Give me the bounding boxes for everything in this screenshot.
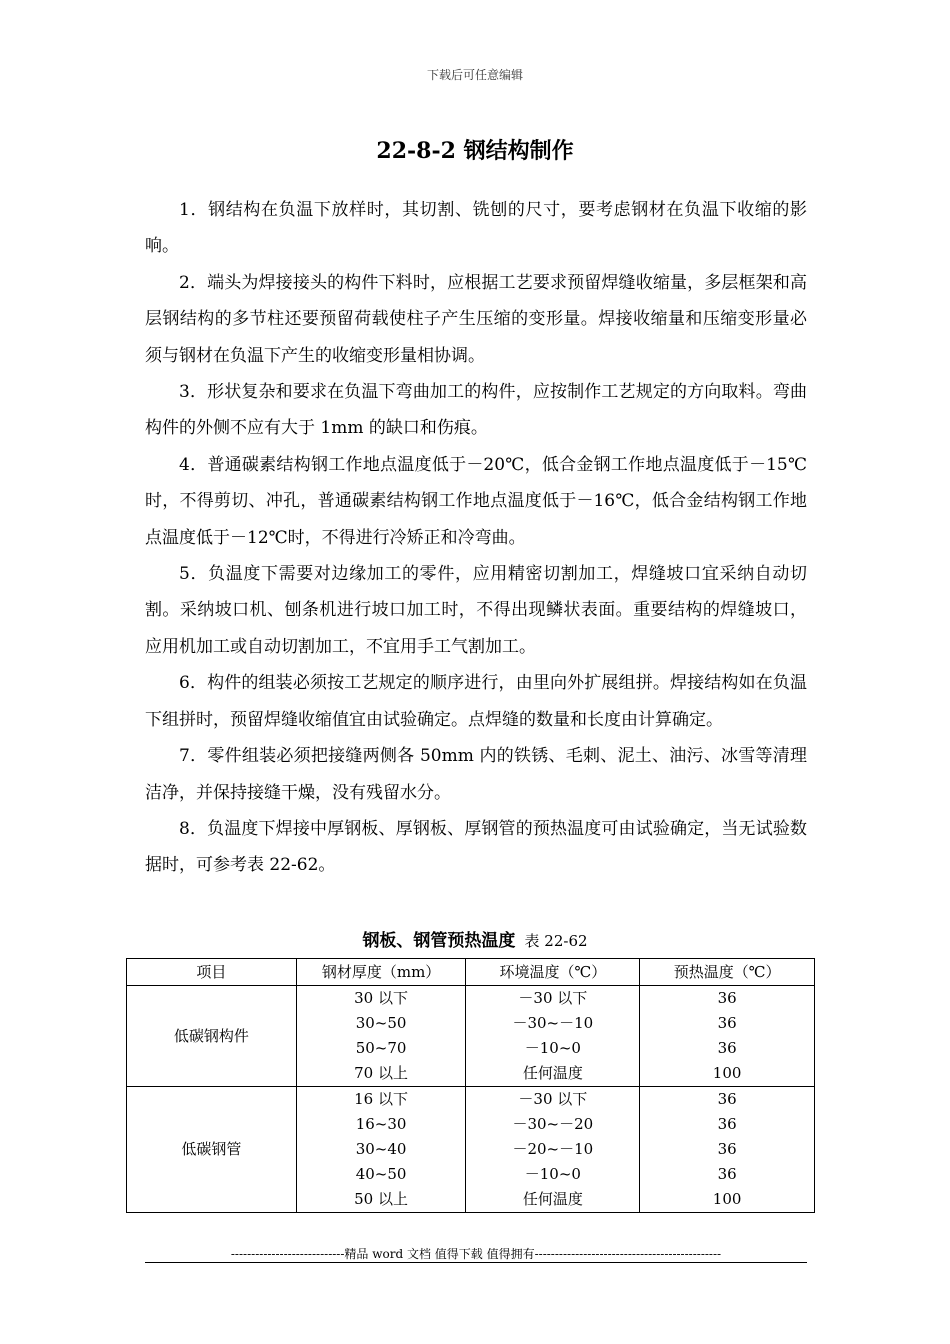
table-cell: 30 以下 (296, 986, 466, 1012)
table-cell: －30~－10 (466, 1011, 640, 1036)
table-cell: 36 (640, 1011, 815, 1036)
paragraph-6: 6．构件的组装必须按工艺规定的顺序进行，由里向外扩展组拼。焊接结构如在负温下组拼时，预留焊缝收缩值宜由试验确定。点焊缝的数量和长度由计算确定。 (145, 673, 807, 730)
table-cell: 任何温度 (466, 1061, 640, 1087)
footer-divider (145, 1262, 807, 1263)
table-cell: 任何温度 (466, 1187, 640, 1213)
paragraph-7: 7．零件组装必须把接缝两侧各 50mm 内的铁锈、毛刺、泥土、油污、冰雪等清理洁净，并保持接缝干燥，没有残留水分。 (145, 746, 807, 803)
paragraph-1: 1．钢结构在负温下放样时，其切割、铣刨的尺寸，要考虑钢材在负温下收缩的影响。 (145, 200, 807, 257)
table-cell: 50~70 (296, 1036, 466, 1061)
table-cell: 16 以下 (296, 1087, 466, 1113)
table-cell: 40~50 (296, 1162, 466, 1187)
group-item-label: 低碳钢管 (127, 1087, 297, 1213)
header-preheat-temp: 预热温度（℃） (640, 959, 815, 986)
table-row (127, 986, 815, 1012)
table-cell: 36 (640, 1112, 815, 1137)
table-cell: －30 以下 (466, 1087, 640, 1113)
table-header-row (127, 959, 815, 986)
table-cell: 36 (640, 1036, 815, 1061)
table-caption-title: 钢板、钢管预热温度 (362, 931, 516, 951)
table-cell: －10~0 (466, 1162, 640, 1187)
table-cell: 36 (640, 1087, 815, 1113)
document-title: 22-8-2 钢结构制作 (376, 138, 574, 164)
preheat-table (126, 958, 815, 1213)
group-item-label: 低碳钢构件 (127, 986, 297, 1087)
paragraph-2: 2．端头为焊接接头的构件下料时，应根据工艺要求预留焊缝收缩量，多层框架和高层钢结构的多节柱还要预留荷载使柱子产生压缩的变形量。焊接收缩量和压缩变形量必须与钢材在负温下产生的收缩变形量相协调。 (145, 272, 807, 366)
table-caption-number: 表 22-62 (524, 932, 588, 950)
table-cell: －30~－20 (466, 1112, 640, 1137)
footer-text: ----------------------------精品 word 文档 值得下载 值得拥有---------------------------------------------- (230, 1247, 722, 1261)
header-note: 下载后可任意编辑 (426, 68, 523, 82)
table-row (127, 1087, 815, 1113)
table-cell: 100 (640, 1061, 815, 1087)
paragraph-4: 4．普通碳素结构钢工作地点温度低于－20℃，低合金钢工作地点温度低于－15℃时，不得剪切、冲孔，普通碳素结构钢工作地点温度低于－16℃，低合金结构钢工作地点温度低于－12℃时，不得进行冷矫正和冷弯曲。 (145, 454, 807, 548)
body-text (145, 192, 807, 884)
paragraph-5: 5．负温度下需要对边缘加工的零件，应用精密切割加工，焊缝坡口宜采纳自动切割。采纳坡口机、刨条机进行坡口加工时，不得出现鳞状表面。重要结构的焊缝坡口，应用机加工或自动切割加工，不宜用手工气割加工。 (145, 564, 807, 657)
table-cell: 30~40 (296, 1137, 466, 1162)
table-cell: 30~50 (296, 1011, 466, 1036)
header-item: 项目 (127, 959, 297, 986)
header-thickness: 钢材厚度（mm） (296, 959, 466, 986)
table-cell: 36 (640, 986, 815, 1012)
paragraph-8: 8．负温度下焊接中厚钢板、厚钢板、厚钢管的预热温度可由试验确定，当无试验数据时，可参考表 22-62。 (145, 818, 807, 876)
table-cell: 70 以上 (296, 1061, 466, 1087)
table-cell: －30 以下 (466, 986, 640, 1012)
table-cell: 100 (640, 1187, 815, 1213)
table-caption (0, 926, 950, 951)
table-cell: 16~30 (296, 1112, 466, 1137)
table-cell: 36 (640, 1162, 815, 1187)
table-cell: －20~－10 (466, 1137, 640, 1162)
table-cell: －10~0 (466, 1036, 640, 1061)
table-cell: 36 (640, 1137, 815, 1162)
header-ambient-temp: 环境温度（℃） (466, 959, 640, 986)
paragraph-3: 3．形状复杂和要求在负温下弯曲加工的构件，应按制作工艺规定的方向取料。弯曲构件的外侧不应有大于 1mm 的缺口和伤痕。 (145, 382, 807, 439)
table-cell: 50 以上 (296, 1187, 466, 1213)
